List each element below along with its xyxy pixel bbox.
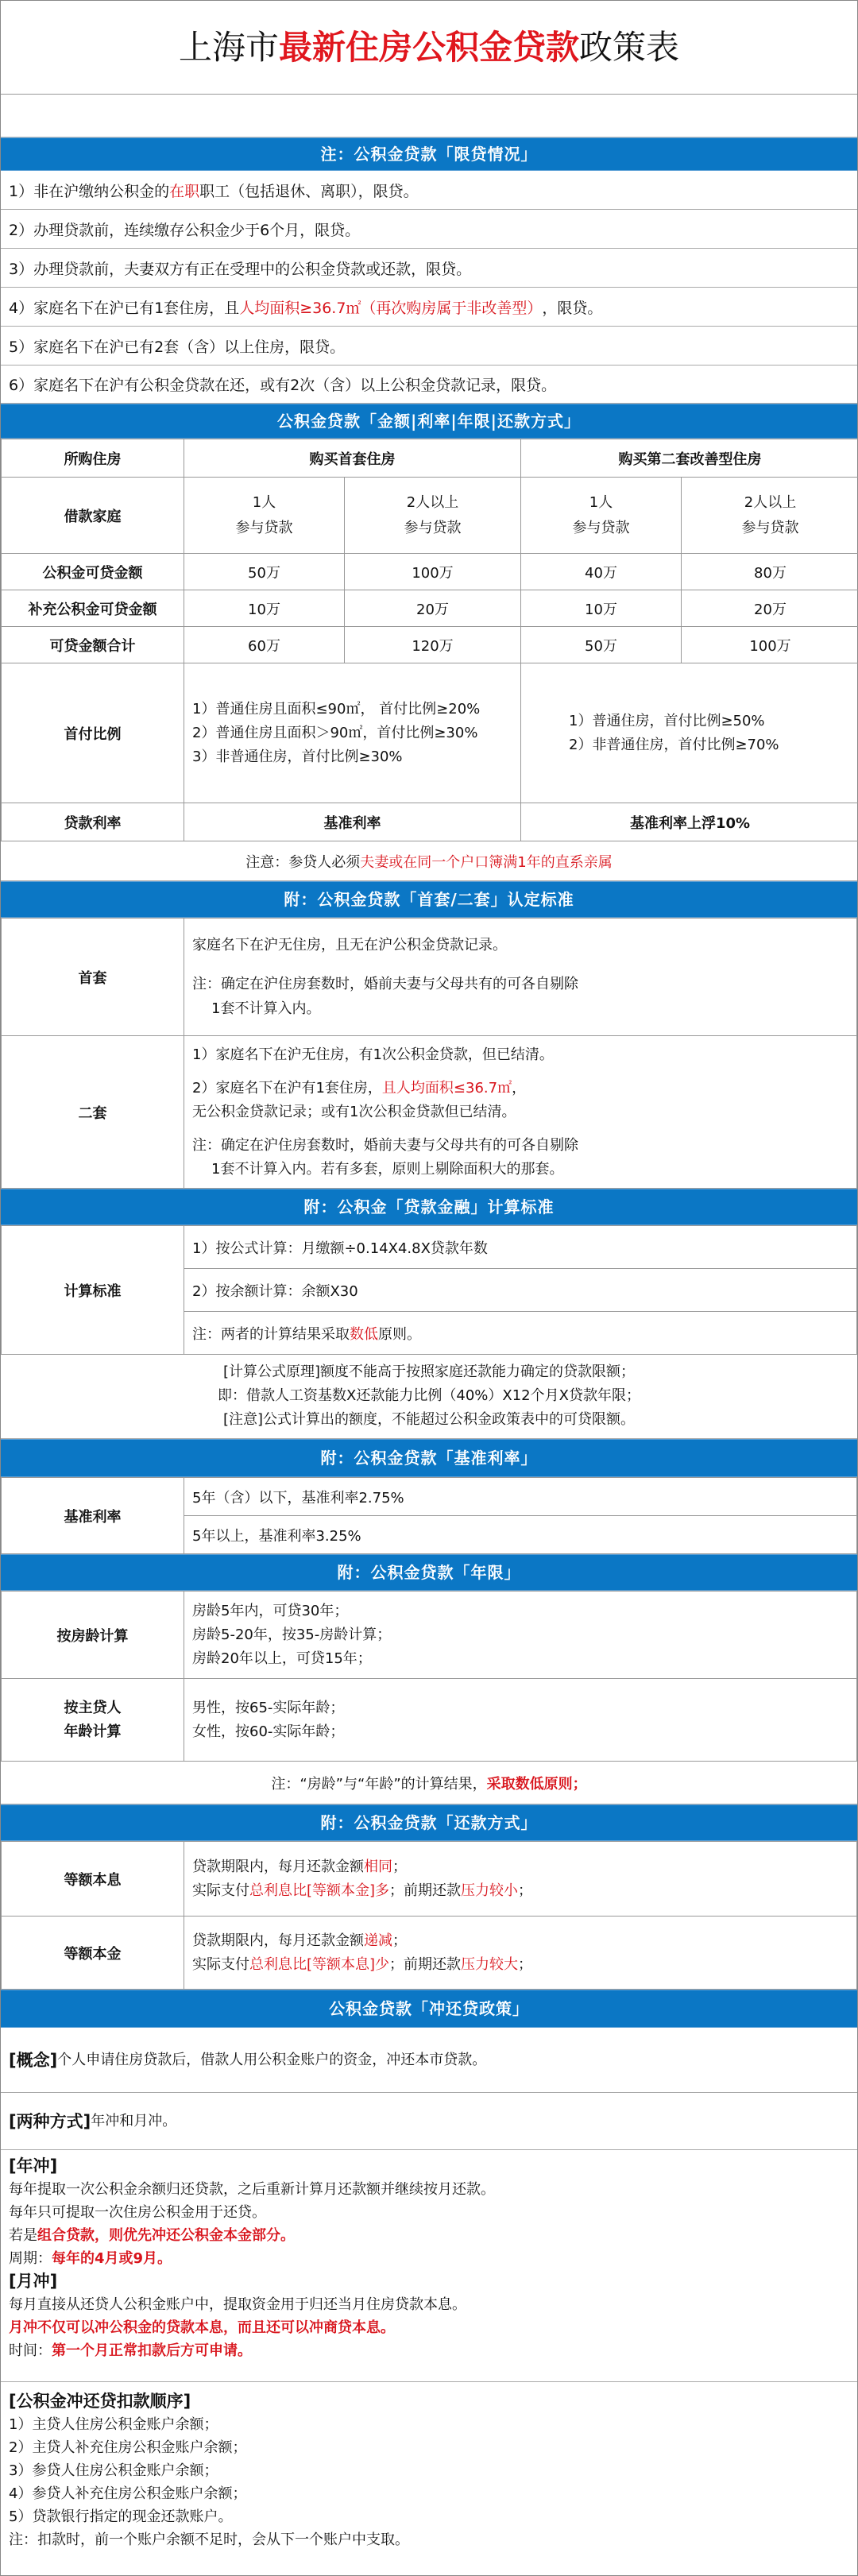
family-cell: 1人 参与贷款 bbox=[521, 478, 682, 554]
row-label: 公积金可贷金额 bbox=[2, 554, 184, 590]
down-second-line: 1）普通住房，首付比例≥50% bbox=[569, 712, 765, 729]
repay-text: ； bbox=[518, 1955, 533, 1973]
year-line: 每年提取一次公积金余额归还贷款，之后重新计算月还款额并继续按月还款。 bbox=[9, 2181, 495, 2198]
base-line-2: 5年以上，基准利率3.25% bbox=[184, 1516, 857, 1554]
repay-highlight: 总利息比[等额本金]多 bbox=[249, 1882, 390, 1899]
repay-label-principal: 等额本金 bbox=[2, 1917, 184, 1990]
restrict-text: 5）家庭名下在沪已有2套（含）以上住房，限贷。 bbox=[9, 338, 346, 356]
calc-line-2: 2）按余额计算：余额X30 bbox=[184, 1269, 857, 1312]
year-highlight: 每年的4月或9月。 bbox=[52, 2250, 172, 2267]
amount-cell: 20万 bbox=[682, 590, 858, 627]
calc-label: 计算标准 bbox=[2, 1226, 184, 1355]
down-first-line: 2）普通住房且面积＞90㎡，首付比例≥30% bbox=[192, 724, 478, 741]
header-family: 借款家庭 bbox=[2, 478, 184, 554]
restrict-item-2 bbox=[1, 210, 857, 249]
calc-line-3 bbox=[184, 1312, 857, 1355]
month-highlight: 第一个月正常扣款后方可申请。 bbox=[52, 2342, 252, 2359]
term-label-line: 按主贷人 bbox=[64, 1699, 122, 1716]
down-first-line: 3）非普通住房，首付比例≥30% bbox=[192, 748, 403, 765]
family-cell: 2人以上 参与贷款 bbox=[682, 478, 858, 554]
repay-equal bbox=[184, 1842, 857, 1917]
ways-text: 年冲和月冲。 bbox=[91, 2112, 177, 2129]
year-heading: [年冲] bbox=[9, 2156, 58, 2176]
second-content bbox=[184, 1036, 857, 1189]
repay-text: 实际支付 bbox=[192, 1882, 249, 1899]
base-line-1: 5年（含）以下，基准利率2.75% bbox=[184, 1478, 857, 1516]
formula-line: [注意]公式计算出的额度，不能超过公积金政策表中的可贷限额。 bbox=[222, 1411, 636, 1428]
restrict-text: 1）非在沪缴纳公积金的 bbox=[9, 182, 170, 200]
month-line: 月冲不仅可以冲公积金的贷款本息，而且还可以冲商贷本息。 bbox=[9, 2319, 395, 2336]
month-text: 时间： bbox=[9, 2342, 52, 2359]
second-line: 1套不计算入内。若有多套，原则上剔除面积大的那套。 bbox=[211, 1160, 564, 1178]
rate-first: 基准利率 bbox=[184, 803, 521, 841]
second-label: 二套 bbox=[2, 1036, 184, 1189]
restrict-text: 6）家庭名下在沪有公积金贷款在还，或有2次（含）以上公积金贷款记录，限贷。 bbox=[9, 377, 557, 394]
restrict-text: ，限贷。 bbox=[542, 299, 603, 317]
restrict-highlight: 在职 bbox=[169, 182, 200, 200]
title-prefix: 上海市 bbox=[178, 28, 279, 67]
second-line: 无公积金贷款记录；或有1次公积金贷款但已结清。 bbox=[192, 1103, 516, 1120]
first-line: 家庭名下在沪无住房，且无在沪公积金贷款记录。 bbox=[192, 937, 507, 953]
calc-table bbox=[1, 1225, 857, 1355]
note-highlight: 采取数低原则； bbox=[486, 1775, 587, 1793]
order-heading: [公积金冲还贷扣款顺序] bbox=[9, 2392, 191, 2411]
repay-text: 贷款期限内，每月还款金额 bbox=[192, 1858, 364, 1875]
note-text: 注：“房龄”与“年龄”的计算结果， bbox=[271, 1775, 487, 1793]
repay-table bbox=[1, 1841, 857, 1990]
second-text: ， bbox=[512, 1079, 527, 1097]
restrict-item-3 bbox=[1, 249, 857, 288]
year-line: 每年只可提取一次住房公积金用于还贷。 bbox=[9, 2204, 266, 2221]
first-line: 1套不计算入内。 bbox=[211, 1000, 321, 1017]
year-text: 周期： bbox=[9, 2250, 52, 2267]
amount-cell: 20万 bbox=[345, 590, 521, 627]
section-bar-base: 附：公积金贷款「基准利率」 bbox=[1, 1439, 857, 1477]
section-bar-restrict: 注：公积金贷款「限贷情况」 bbox=[1, 137, 857, 171]
amount-cell: 50万 bbox=[521, 627, 682, 663]
offset-year-month bbox=[1, 2150, 857, 2382]
row-label: 可贷金额合计 bbox=[2, 627, 184, 663]
term-line: 男性，按65-实际年龄； bbox=[192, 1699, 345, 1716]
order-line: 注：扣款时，前一个账户余额不足时，会从下一个账户中支取。 bbox=[9, 2532, 409, 2548]
formula-line: [计算公式原理]额度不能高于按照家庭还款能力确定的贷款限额； bbox=[222, 1363, 636, 1380]
section-bar-amount: 公积金贷款「金额|利率|年限|还款方式」 bbox=[1, 404, 857, 439]
section-bar-calc: 附：公积金「贷款金融」计算标准 bbox=[1, 1189, 857, 1225]
offset-ways bbox=[1, 2093, 857, 2150]
title-highlight: 最新住房公积金贷款 bbox=[278, 28, 579, 67]
term-line: 房龄20年以上，可贷15年； bbox=[192, 1650, 372, 1667]
term-line: 女性，按60-实际年龄； bbox=[192, 1723, 345, 1740]
repay-highlight: 压力较大 bbox=[461, 1955, 519, 1973]
repay-label-equal: 等额本息 bbox=[2, 1842, 184, 1917]
repay-text: 实际支付 bbox=[192, 1955, 249, 1973]
rate-label: 贷款利率 bbox=[2, 803, 184, 841]
restrict-item-5 bbox=[1, 327, 857, 366]
order-line: 2）主贷人补充住房公积金账户余额； bbox=[9, 2439, 247, 2456]
calc-text: 注：两者的计算结果采取 bbox=[192, 1325, 350, 1343]
ways-heading: [两种方式] bbox=[9, 2111, 91, 2131]
repay-line bbox=[192, 1855, 848, 1879]
concept-heading: [概念] bbox=[9, 2050, 58, 2070]
repay-text: ；前期还款 bbox=[389, 1882, 462, 1899]
offset-concept bbox=[1, 2028, 857, 2093]
second-line: 1）家庭名下在沪无住房，有1次公积金贷款，但已结清。 bbox=[192, 1046, 554, 1063]
term-house bbox=[184, 1592, 857, 1679]
second-line bbox=[192, 1077, 848, 1100]
second-text: 2）家庭名下在沪有1套住房， bbox=[192, 1079, 382, 1097]
header-house: 所购住房 bbox=[2, 439, 184, 478]
term-label-age bbox=[2, 1679, 184, 1762]
first-line: 注：确定在沪住房套数时，婚前夫妻与父母共有的可各自剔除 bbox=[192, 976, 578, 992]
term-age bbox=[184, 1679, 857, 1762]
repay-text: 贷款期限内，每月还款金额 bbox=[192, 1932, 364, 1949]
base-label: 基准利率 bbox=[2, 1478, 184, 1554]
order-line: 3）参贷人住房公积金账户余额； bbox=[9, 2462, 218, 2479]
amount-note bbox=[1, 841, 857, 881]
amount-cell: 10万 bbox=[521, 590, 682, 627]
repay-line bbox=[192, 1929, 848, 1953]
repay-line bbox=[192, 1953, 848, 1977]
amount-cell: 60万 bbox=[184, 627, 345, 663]
offset-order bbox=[1, 2382, 857, 2556]
concept-text: 个人申请住房贷款后，借款人用公积金账户的资金，冲还本市贷款。 bbox=[57, 2051, 487, 2068]
second-line: 注：确定在沪住房套数时，婚前夫妻与父母共有的可各自剔除 bbox=[192, 1136, 578, 1154]
order-line: 4）参贷人补充住房公积金账户余额； bbox=[9, 2485, 247, 2502]
term-label-house: 按房龄计算 bbox=[2, 1592, 184, 1679]
restrict-text: 3）办理贷款前，夫妻双方有正在受理中的公积金贷款或还款，限贷。 bbox=[9, 260, 472, 278]
section-bar-standard: 附：公积金贷款「首套/二套」认定标准 bbox=[1, 881, 857, 918]
amount-cell: 50万 bbox=[184, 554, 345, 590]
restrict-text: 4）家庭名下在沪已有1套住房，且 bbox=[9, 299, 240, 317]
header-first: 购买首套住房 bbox=[184, 439, 521, 478]
rate-second: 基准利率上浮10% bbox=[521, 803, 858, 841]
restrict-item-4 bbox=[1, 288, 857, 327]
repay-principal bbox=[184, 1917, 857, 1990]
amount-cell: 10万 bbox=[184, 590, 345, 627]
repay-highlight: 相同 bbox=[364, 1858, 392, 1875]
section-bar-term: 附：公积金贷款「年限」 bbox=[1, 1554, 857, 1591]
note-text: 注意：参贷人必须 bbox=[245, 853, 361, 871]
repay-highlight: 压力较小 bbox=[461, 1882, 519, 1899]
amount-table bbox=[1, 439, 858, 841]
family-cell: 1人 参与贷款 bbox=[184, 478, 345, 554]
second-highlight: 且人均面积≤36.7㎡ bbox=[381, 1079, 512, 1097]
calc-line-1: 1）按公式计算：月缴额÷0.14X4.8X贷款年数 bbox=[184, 1226, 857, 1269]
section-bar-repay: 附：公积金贷款「还款方式」 bbox=[1, 1804, 857, 1841]
calc-text: 原则。 bbox=[378, 1325, 421, 1343]
spacer bbox=[1, 95, 857, 137]
repay-text: ； bbox=[518, 1882, 533, 1899]
year-text: 若是 bbox=[9, 2227, 37, 2244]
month-heading: [月冲] bbox=[9, 2272, 58, 2291]
amount-cell: 40万 bbox=[521, 554, 682, 590]
order-line: 1）主贷人住房公积金账户余额； bbox=[9, 2416, 218, 2433]
title-suffix: 政策表 bbox=[579, 28, 680, 67]
term-label-line: 年龄计算 bbox=[64, 1723, 122, 1740]
base-table bbox=[1, 1477, 857, 1554]
restrict-text: 职工（包括退休、离职），限贷。 bbox=[199, 182, 419, 200]
header-second: 购买第二套改善型住房 bbox=[521, 439, 858, 478]
month-line: 每月直接从还贷人公积金账户中，提取资金用于归还当月住房贷款本息。 bbox=[9, 2296, 466, 2313]
family-cell: 2人以上 参与贷款 bbox=[345, 478, 521, 554]
standard-table bbox=[1, 918, 857, 1189]
amount-cell: 100万 bbox=[345, 554, 521, 590]
year-line bbox=[9, 2224, 849, 2247]
amount-cell: 80万 bbox=[682, 554, 858, 590]
down-second bbox=[521, 663, 858, 803]
restrict-item-1 bbox=[1, 171, 857, 210]
repay-text: ；前期还款 bbox=[389, 1955, 462, 1973]
amount-cell: 120万 bbox=[345, 627, 521, 663]
down-first bbox=[184, 663, 521, 803]
term-note bbox=[1, 1762, 857, 1804]
repay-line bbox=[192, 1879, 848, 1903]
down-label: 首付比例 bbox=[2, 663, 184, 803]
term-line: 房龄5-20年，按35-房龄计算； bbox=[192, 1626, 392, 1643]
formula-line: 即：借款人工资基数X还款能力比例（40%）X12个月X贷款年限； bbox=[218, 1387, 640, 1404]
amount-cell: 100万 bbox=[682, 627, 858, 663]
down-first-line: 1）普通住房且面积≤90㎡， 首付比例≥20% bbox=[192, 700, 481, 717]
term-table bbox=[1, 1591, 857, 1762]
restrict-highlight: 人均面积≥36.7㎡（再次购房属于非改善型） bbox=[239, 299, 543, 317]
repay-text: ； bbox=[392, 1932, 407, 1949]
restrict-item-6 bbox=[1, 366, 857, 404]
repay-highlight: 总利息比[等额本息]少 bbox=[249, 1955, 390, 1973]
year-line bbox=[9, 2247, 849, 2270]
row-label: 补充公积金可贷金额 bbox=[2, 590, 184, 627]
repay-highlight: 递减 bbox=[364, 1932, 392, 1949]
note-highlight: 夫妻或在同一个户口簿满1年的直系亲属 bbox=[360, 853, 613, 871]
calc-formula bbox=[1, 1355, 857, 1439]
restrict-text: 2）办理贷款前，连续缴存公积金少于6个月，限贷。 bbox=[9, 221, 361, 239]
repay-text: ； bbox=[392, 1858, 407, 1875]
order-line: 5）贷款银行指定的现金还款账户。 bbox=[9, 2508, 233, 2525]
calc-highlight: 数低 bbox=[350, 1325, 378, 1343]
page-title bbox=[1, 1, 857, 95]
first-content bbox=[184, 919, 857, 1036]
down-second-line: 2）非普通住房，首付比例≥70% bbox=[569, 736, 779, 753]
year-highlight: 组合贷款，则优先冲还公积金本金部分。 bbox=[37, 2227, 295, 2244]
section-bar-offset: 公积金贷款「冲还贷政策」 bbox=[1, 1990, 857, 2028]
month-line bbox=[9, 2339, 849, 2362]
term-line: 房龄5年内，可贷30年； bbox=[192, 1602, 349, 1619]
first-label: 首套 bbox=[2, 919, 184, 1036]
